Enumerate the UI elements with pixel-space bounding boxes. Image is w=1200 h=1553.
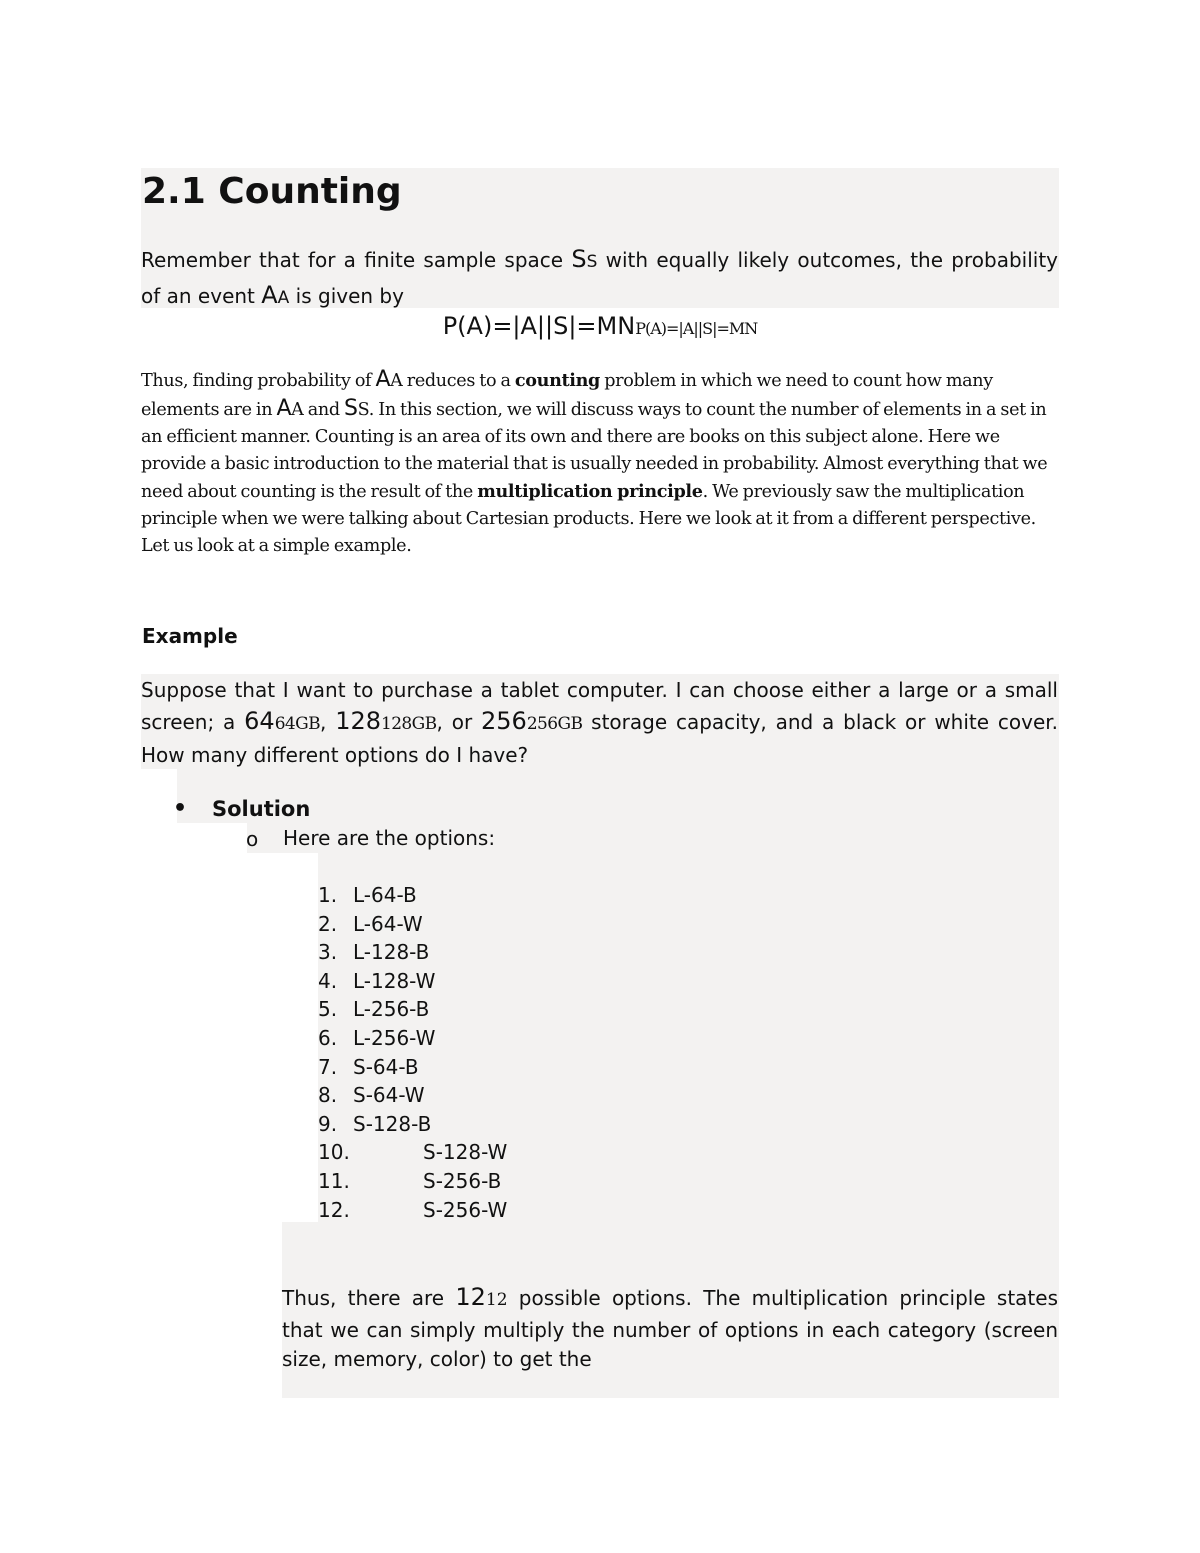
body-text: Thus, finding probability of (141, 371, 376, 391)
body-paragraph (141, 366, 1051, 560)
body-text: and (303, 400, 345, 420)
math-S-duplicate: S (586, 252, 598, 272)
list-item-text: L-64-B (353, 883, 417, 907)
list-item-number: 5. (318, 997, 338, 1022)
list-item (318, 938, 578, 967)
question-text: , (320, 710, 336, 734)
list-item-number: 12. (318, 1197, 350, 1222)
math-A: A (375, 367, 391, 392)
list-item-text: S-256-W (423, 1197, 508, 1222)
list-item (318, 1167, 578, 1196)
list-item (318, 910, 578, 939)
list-item-text: L-128-B (353, 940, 430, 965)
list-item-text: L-128-W (353, 968, 436, 993)
list-item (318, 1196, 578, 1225)
math-128-duplicate: 128GB (381, 714, 437, 734)
math-S: S (571, 245, 587, 273)
math-A-duplicate: A (390, 371, 403, 391)
body-text: problem in which we need to count how many elements are in (141, 371, 993, 420)
list-item-number: 2. (318, 911, 338, 936)
list-item-text: S-64-B (353, 1054, 419, 1079)
math-A: A (261, 281, 278, 309)
body-text: reduces to a (402, 371, 515, 391)
math-A: A (276, 396, 292, 421)
list-item (318, 1110, 578, 1139)
closing-paragraph (282, 1283, 1058, 1375)
list-item (318, 881, 578, 910)
question-text: storage capacity, and a black or white cover. How many different options do I have? (141, 710, 1058, 767)
list-item-number: 9. (318, 1111, 338, 1136)
closing-text: Thus, there are (282, 1286, 456, 1310)
question-text: , or (436, 710, 481, 734)
math-12-duplicate: 12 (485, 1290, 508, 1310)
list-item-number: 3. (318, 940, 338, 965)
list-item-number: 1. (318, 883, 338, 907)
solution-bullet: • (173, 796, 188, 821)
list-item (318, 995, 578, 1024)
list-item (318, 1024, 578, 1053)
intro-paragraph (141, 243, 1058, 315)
list-item (318, 1138, 578, 1167)
math-S-duplicate: S (357, 400, 369, 420)
math-64: 64 (244, 707, 275, 735)
body-text: . We previously saw the multiplication principle when we were talking about Cartesian products. Here we look at it from a different perspective. Let us look at a simple example. (141, 482, 1036, 556)
list-item-text: L-64-W (353, 911, 423, 936)
list-item-number: 10. (318, 1140, 350, 1165)
options-list (318, 881, 578, 1226)
list-item-text: L-256-B (353, 997, 430, 1022)
math-12: 12 (455, 1283, 486, 1311)
intro-text-a: Remember that for a finite sample space (141, 248, 572, 272)
example-question (141, 675, 1058, 771)
list-item-number: 8. (318, 1083, 338, 1108)
intro-text-c: is given by (289, 284, 404, 308)
math-S: S (344, 396, 358, 421)
options-label: Here are the options: (283, 826, 496, 850)
math-256-duplicate: 256GB (526, 714, 583, 734)
intro-text-b: with equally likely outcomes, the probability of an event (141, 248, 1059, 308)
closing-text: possible options. The multiplication principle states that we can simply multiply the number of options in each category (screen size, memory, color) to get the (282, 1286, 1058, 1372)
list-item (318, 967, 578, 996)
list-item-text: L-256-W (353, 1026, 436, 1050)
formula-duplicate: P(A)=|A||S|=MN (635, 319, 758, 338)
formula-math: P(A)=|A||S|=MN (442, 312, 636, 340)
solution-label: Solution (212, 797, 311, 821)
body-text: . In this section, we will discuss ways to count the number of elements in a set in an efficient manner. Counting is an area of its own and there are books on this subject alone. Here we provide a basic introduction to the material that is usually needed in probability. Almost everything that we need about counting is the result of the (141, 400, 1048, 502)
example-heading: Example (142, 624, 238, 648)
question-text: Suppose that I want to purchase a tablet computer. I can choose either a large or a small screen; a (141, 678, 1058, 734)
bold-term-multiplication-principle: multiplication principle (477, 481, 703, 502)
math-A-duplicate: A (277, 288, 290, 308)
list-item-text: S-128-W (423, 1140, 508, 1165)
list-item-text: S-256-B (423, 1169, 502, 1193)
list-item-number: 4. (318, 968, 338, 993)
math-A-duplicate: A (291, 400, 304, 420)
math-128: 128 (335, 707, 381, 735)
options-sub-bullet: o (246, 827, 259, 851)
probability-formula (0, 311, 1200, 344)
list-item (318, 1053, 578, 1082)
math-256: 256 (481, 707, 527, 735)
bold-term-counting: counting (514, 370, 601, 391)
page-title: 2.1 Counting (142, 171, 402, 212)
list-item-number: 7. (318, 1054, 338, 1079)
list-item (318, 1081, 578, 1110)
list-item-text: S-128-B (353, 1111, 432, 1136)
list-item-number: 11. (318, 1169, 350, 1193)
math-64-duplicate: 64GB (274, 714, 320, 734)
list-item-number: 6. (318, 1026, 338, 1050)
list-item-text: S-64-W (353, 1083, 425, 1108)
